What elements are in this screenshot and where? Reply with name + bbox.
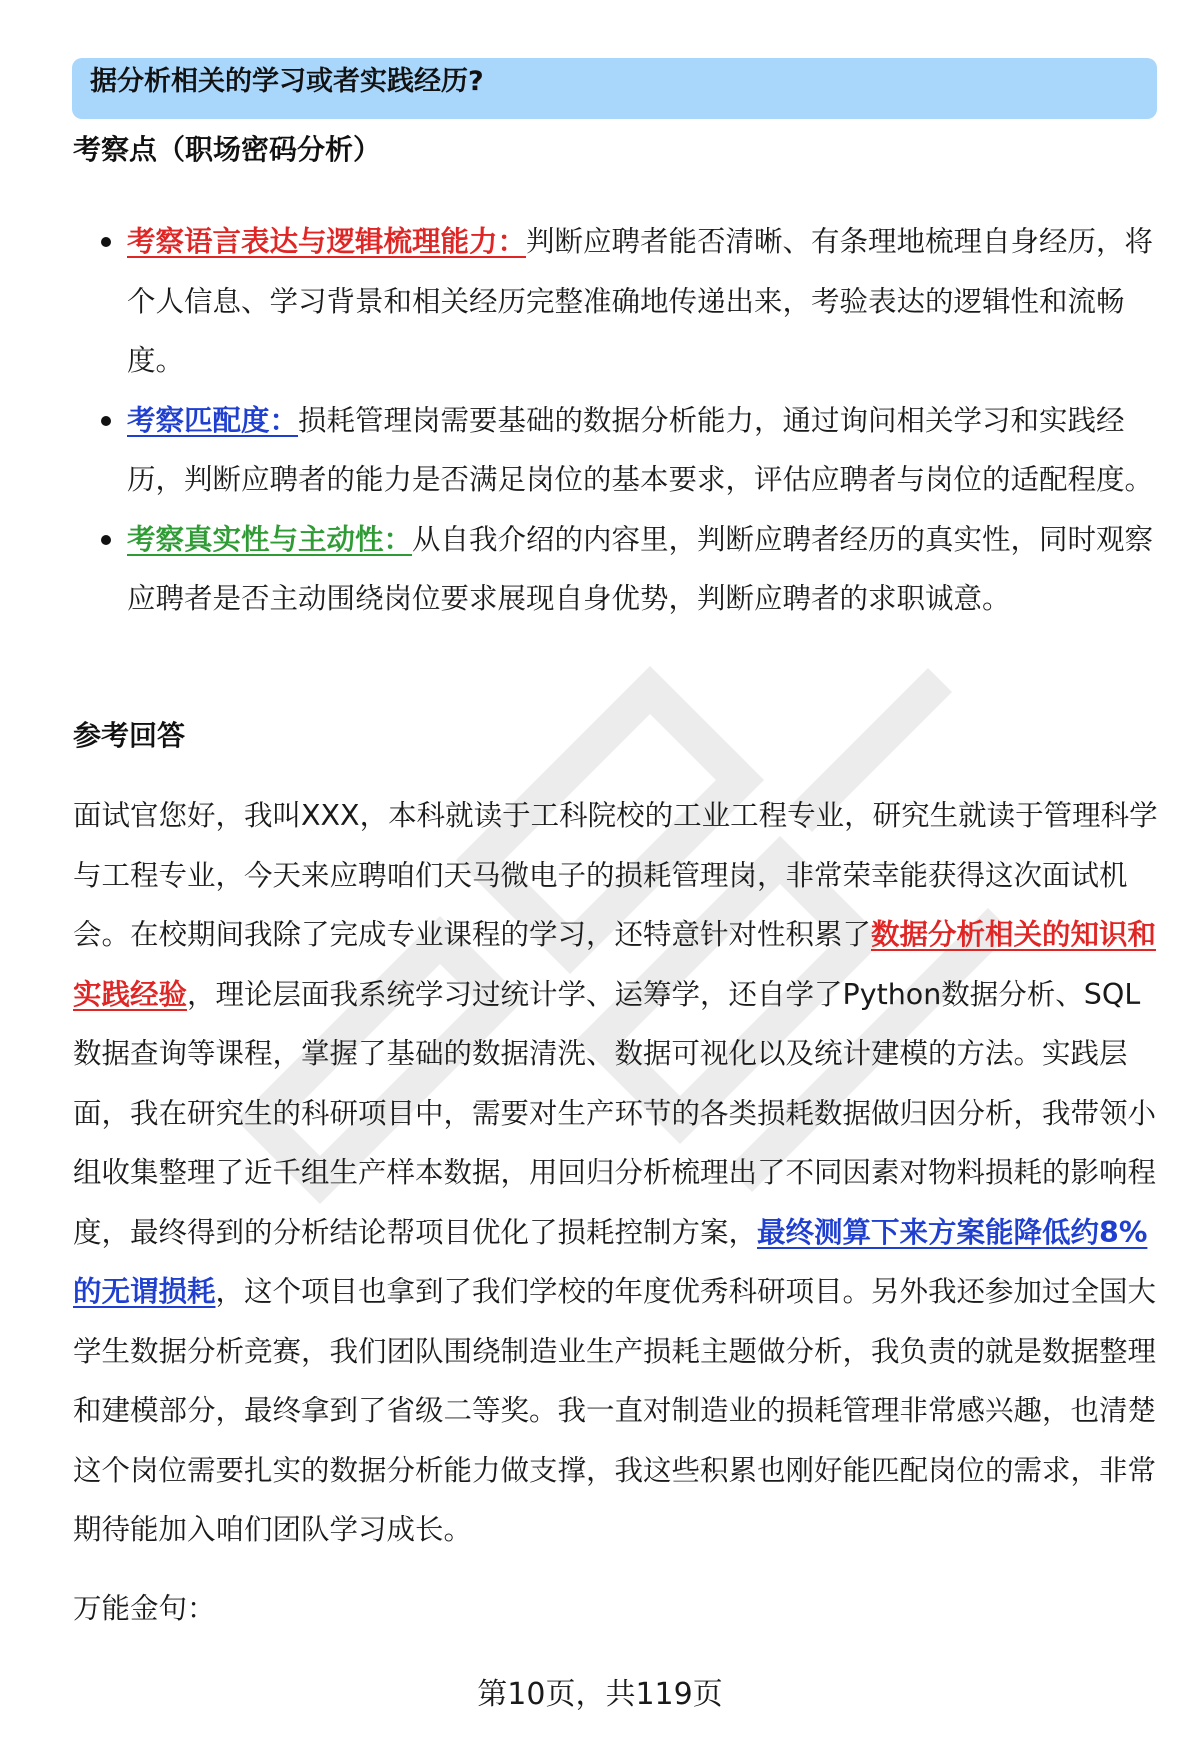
answer-highlight-2: 最终测算下来方案能降低约8%的无谓损耗 (73, 1215, 1148, 1308)
reference-answer-heading: 参考回答 (73, 719, 186, 752)
answer-part-1: 面试官您好，我叫XXX，本科就读于工科院校的工业工程专业，研究生就读于管理科学与工程专业，今天来应聘咱们天马微电子的损耗管理岗，非常荣幸能获得这次面试机会。在校期间我除了完成专业课程的学习，还特意针对性积累了 (73, 799, 1158, 951)
answer-highlight-1: 数据分析相关的知识和实践经验 (73, 918, 1157, 1011)
exam-point-text: 从自我介绍的内容里，判断应聘者经历的真实性，同时观察应聘者是否主动围绕岗位要求展现自身优势，判断应聘者的求职诚意。 (127, 522, 1154, 615)
answer-part-2: ，理论层面我系统学习过统计学、运筹学，还自学了Python数据分析、SQL数据查询等课程，掌握了基础的数据清洗、数据可视化以及统计建模的方法。实践层面，我在研究生的科研项目中，需要对生产环节的各类损耗数据做归因分析，我带领小组收集整理了近千组生产样本数据，用回归分析梳理出了不同因素对物料损耗的影响程度，最终得到的分析结论帮项目优化了损耗控制方案， (73, 977, 1157, 1249)
page-indicator: 第10页，共119页 (477, 1677, 723, 1712)
exam-point-keyword: 考察匹配度： (127, 403, 299, 437)
answer-part-3: ，这个项目也拿到了我们学校的年度优秀科研项目。另外我还参加过全国大学生数据分析竞赛，我们团队围绕制造业生产损耗主题做分析，我负责的就是数据整理和建模部分，最终拿到了省级二等奖。我一直对制造业的损耗管理非常感兴趣，也清楚这个岗位需要扎实的数据分析能力做支撑，我这些积累也刚好能匹配岗位的需求，非常期待能加入咱们团队学习成长。 (73, 1275, 1157, 1546)
golden-sentence-label: 万能金句： (73, 1592, 216, 1625)
exam-points-list (127, 212, 1157, 629)
exam-point-text: 损耗管理岗需要基础的数据分析能力，通过询问相关学习和实践经历，判断应聘者的能力是否满足岗位的基本要求，评估应聘者与岗位的适配程度。 (127, 403, 1154, 496)
exam-point-text: 判断应聘者能否清晰、有条理地梳理自身经历，将个人信息、学习背景和相关经历完整准确地传递出来，考验表达的逻辑性和流畅度。 (127, 225, 1154, 377)
exam-point-item (127, 510, 1157, 629)
exam-point-item (127, 391, 1157, 510)
exam-point-item (127, 212, 1157, 391)
reference-answer-text (73, 786, 1163, 1560)
exam-points-heading: 考察点（职场密码分析） (73, 133, 382, 166)
question-title-banner: 据分析相关的学习或者实践经历? (72, 58, 1157, 119)
exam-point-keyword: 考察真实性与主动性： (127, 522, 413, 556)
exam-point-keyword: 考察语言表达与逻辑梳理能力： (127, 225, 527, 258)
